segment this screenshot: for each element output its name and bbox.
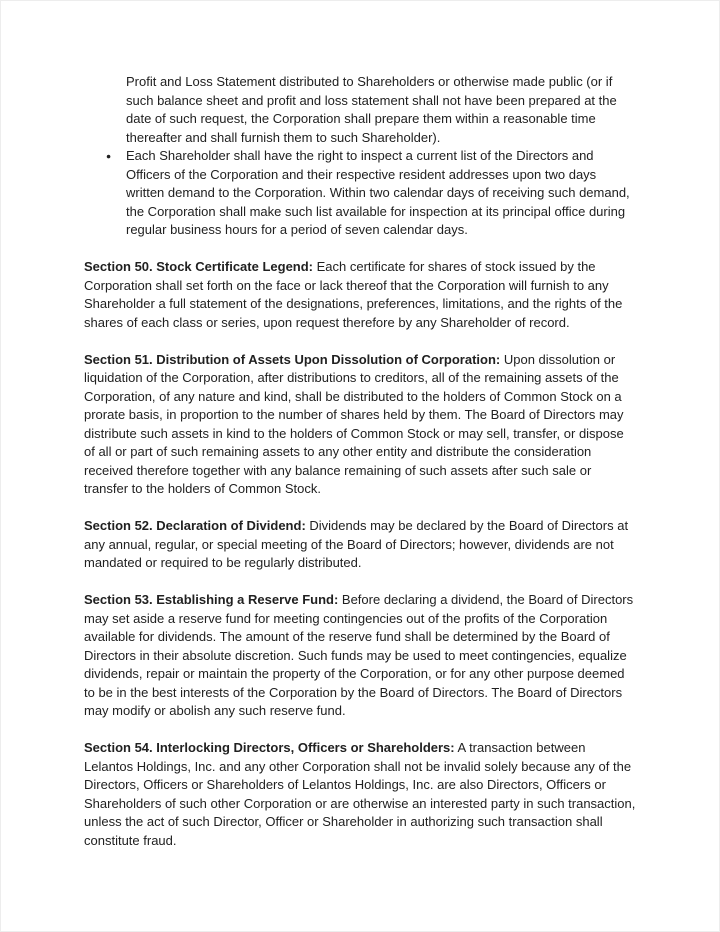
section-50-body: Each certificate for shares of stock issued by the Corporation shall set forth on the face or lack thereof that the Corporation will furnish to any Shareholder a full statement of the designations, preferences, limitations, and the rights of the shares of each class or series, upon request therefore by any Shareholder of record. (84, 259, 623, 330)
section-52 (84, 517, 637, 573)
list-item-text: Each Shareholder shall have the right to inspect a current list of the Directors and Officers of the Corporation and their respective resident addresses upon two days written demand to the Corporation. Within two calendar days of receiving such demand, the Corporation shall make such list available for inspection at its principal office during regular business hours for a period of seven calendar days. (126, 148, 630, 237)
section-53-heading: Section 53. Establishing a Reserve Fund: (84, 592, 339, 607)
bullet-icon: ● (106, 151, 112, 161)
section-52-body: Dividends may be declared by the Board of Directors at any annual, regular, or special meeting of the Board of Directors; however, dividends are not mandated or required to be regularly distributed. (84, 518, 629, 570)
section-54 (84, 739, 637, 850)
section-51-body: Upon dissolution or liquidation of the Corporation, after distributions to creditors, all of the remaining assets of the Corporation, of any nature and kind, shall be distributed to the holders of Common Stock on a prorate basis, in proportion to the number of shares held by them. The Board of Directors may distribute such assets in kind to the holders of Common Stock or may sell, transfer, or dispose of all or part of such remaining assets to any other entity and distribute the consideration received therefore together with any balance remaining of such assets after such sale or transfer to the holders of Common Stock. (84, 351, 624, 496)
section-52-heading: Section 52. Declaration of Dividend: (84, 518, 306, 533)
section-51 (84, 351, 637, 499)
list-continuation-text: Profit and Loss Statement distributed to Shareholders or otherwise made public (or if such balance sheet and profit and loss statement shall not have been prepared at the date of such request, the Corporation shall prepare them within a reasonable time thereafter and shall furnish them to such Shareholder). (126, 74, 617, 145)
list-item-continuation (104, 73, 637, 147)
section-50-heading: Section 50. Stock Certificate Legend: (84, 259, 314, 274)
bullet-list (104, 73, 637, 240)
section-50 (84, 258, 637, 332)
list-item (104, 147, 637, 240)
section-54-heading: Section 54. Interlocking Directors, Officers or Shareholders: (84, 740, 455, 755)
section-54-body: A transaction between Lelantos Holdings, Inc. and any other Corporation shall not be invalid solely because any of the Directors, Officers or Shareholders of Lelantos Holdings, Inc. are also Directors, Officers or Shareholders of such other Corporation or are otherwise an interested party in such transaction, unless the act of such Director, Officer or Shareholder in authorizing such transaction shall constitute fraud. (84, 740, 636, 848)
section-53 (84, 591, 637, 721)
section-53-body: Before declaring a dividend, the Board of Directors may set aside a reserve fund for meeting contingencies out of the profits of the Corporation available for dividends. The amount of the reserve fund shall be determined by the Board of Directors in their absolute discretion. Such funds may be used to meet contingencies, equalize dividends, repair or maintain the property of the Corporation, or for any other purpose deemed to be in the best interests of the Corporation by the Board of Directors. The Board of Directors may modify or abolish any such reserve fund. (84, 592, 634, 718)
section-51-heading: Section 51. Distribution of Assets Upon Dissolution of Corporation: (84, 351, 501, 367)
